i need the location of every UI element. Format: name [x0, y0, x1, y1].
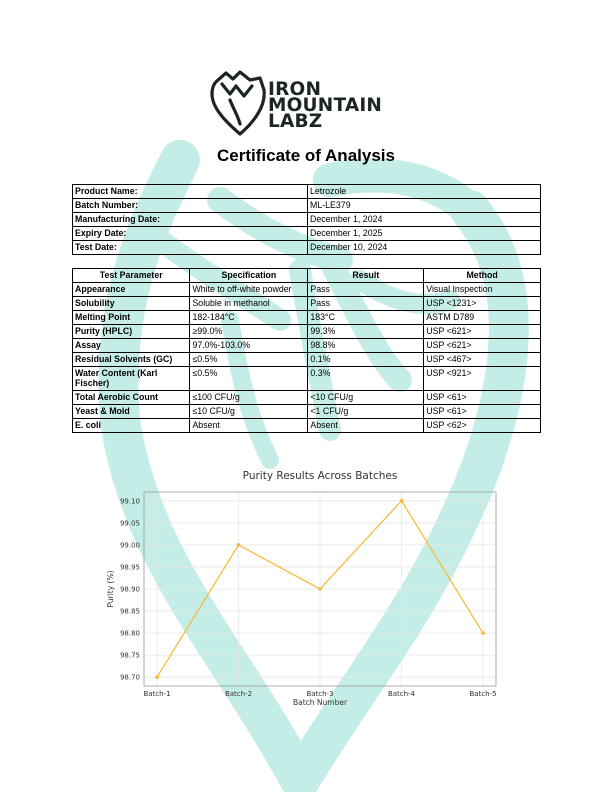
table-row	[73, 283, 541, 297]
brand-line-2: MOUNTAIN	[268, 95, 383, 116]
x-tick-label: Batch-4	[387, 690, 416, 698]
test-parameter-cell: Total Aerobic Count	[73, 391, 190, 405]
x-tick-label: Batch-2	[224, 690, 253, 698]
table-row	[73, 367, 541, 391]
table-cell: ASTM D789	[424, 311, 541, 325]
data-point	[400, 499, 404, 503]
table-row	[73, 325, 541, 339]
table-cell: 0.3%	[308, 367, 424, 391]
document-title: Certificate of Analysis	[217, 146, 395, 165]
column-header: Result	[308, 269, 424, 283]
purity-line-chart	[100, 465, 510, 710]
test-parameter-cell: Water Content (Karl Fischer)	[73, 367, 190, 391]
column-header: Test Parameter	[73, 269, 190, 283]
test-parameter-cell: Melting Point	[73, 311, 190, 325]
y-tick-label: 98.80	[119, 629, 140, 638]
table-row	[73, 339, 541, 353]
table-cell: USP <61>	[424, 405, 541, 419]
x-tick-label: Batch-1	[143, 690, 171, 698]
column-header: Specification	[190, 269, 308, 283]
table-cell: 183°C	[308, 311, 424, 325]
info-label: Expiry Date:	[73, 227, 308, 241]
test-parameter-cell: E. coli	[73, 419, 190, 433]
info-row	[73, 213, 541, 227]
info-value: ML-LE379	[308, 199, 541, 213]
table-cell: Pass	[308, 297, 424, 311]
table-row	[73, 297, 541, 311]
y-axis-label: Purity (%)	[106, 570, 115, 608]
info-row	[73, 241, 541, 255]
table-cell: ≤100 CFU/g	[190, 391, 308, 405]
y-tick-label: 98.85	[119, 607, 140, 616]
table-cell: USP <621>	[424, 339, 541, 353]
test-parameter-cell: Yeast & Mold	[73, 405, 190, 419]
data-point	[481, 631, 485, 635]
table-cell: 0.1%	[308, 353, 424, 367]
test-parameter-cell: Assay	[73, 339, 190, 353]
table-cell: 98.8%	[308, 339, 424, 353]
table-cell: White to off-white powder	[190, 283, 308, 297]
test-results-table	[72, 268, 541, 433]
table-cell: Soluble in methanol	[190, 297, 308, 311]
info-label: Batch Number:	[73, 199, 308, 213]
mountain-heart-icon	[208, 70, 268, 136]
table-cell: USP <921>	[424, 367, 541, 391]
info-value: December 10, 2024	[308, 241, 541, 255]
y-tick-label: 99.05	[119, 519, 140, 528]
y-tick-label: 99.10	[119, 497, 140, 506]
table-row	[73, 419, 541, 433]
table-cell: 182-184°C	[190, 311, 308, 325]
table-cell: ≤0.5%	[190, 367, 308, 391]
table-cell: ≥99.0%	[190, 325, 308, 339]
y-tick-label: 99.00	[119, 541, 140, 550]
x-tick-label: Batch-3	[306, 690, 334, 698]
info-value: December 1, 2024	[308, 213, 541, 227]
y-tick-label: 98.75	[119, 651, 140, 660]
product-info-table	[72, 184, 541, 255]
y-tick-label: 98.90	[119, 585, 140, 594]
table-cell: <10 CFU/g	[308, 391, 424, 405]
data-point	[318, 587, 322, 591]
info-row	[73, 199, 541, 213]
data-point	[237, 543, 241, 547]
table-row	[73, 391, 541, 405]
brand-line-3: LABZ	[268, 111, 323, 132]
x-tick-label: Batch-5	[469, 690, 497, 698]
info-label: Manufacturing Date:	[73, 213, 308, 227]
table-cell: Absent	[308, 419, 424, 433]
table-cell: Visual Inspection	[424, 283, 541, 297]
table-cell: 99.3%	[308, 325, 424, 339]
info-row	[73, 227, 541, 241]
table-cell: Absent	[190, 419, 308, 433]
chart-title: Purity Results Across Batches	[242, 470, 398, 482]
info-row	[73, 185, 541, 199]
table-cell: USP <621>	[424, 325, 541, 339]
table-cell: <1 CFU/g	[308, 405, 424, 419]
test-parameter-cell: Appearance	[73, 283, 190, 297]
data-point	[155, 675, 159, 679]
test-parameter-cell: Purity (HPLC)	[73, 325, 190, 339]
table-cell: USP <61>	[424, 391, 541, 405]
table-cell: ≤10 CFU/g	[190, 405, 308, 419]
x-axis-label: Batch Number	[292, 698, 348, 707]
column-header: Method	[424, 269, 541, 283]
brand-logo	[208, 70, 408, 140]
y-tick-label: 98.95	[119, 563, 140, 572]
table-cell: Pass	[308, 283, 424, 297]
table-cell: 97.0%-103.0%	[190, 339, 308, 353]
info-value: Letrozole	[308, 185, 541, 199]
table-cell: USP <467>	[424, 353, 541, 367]
brand-line-1: IRON	[268, 79, 322, 100]
table-cell: ≤0.5%	[190, 353, 308, 367]
info-label: Test Date:	[73, 241, 308, 255]
purity-chart	[100, 465, 510, 710]
test-parameter-cell: Residual Solvents (GC)	[73, 353, 190, 367]
table-cell: USP <1231>	[424, 297, 541, 311]
test-parameter-cell: Solubility	[73, 297, 190, 311]
y-tick-label: 98.70	[119, 673, 140, 682]
info-value: December 1, 2025	[308, 227, 541, 241]
table-row	[73, 405, 541, 419]
table-row	[73, 311, 541, 325]
table-row	[73, 353, 541, 367]
brand-wordmark	[268, 79, 383, 132]
table-cell: USP <62>	[424, 419, 541, 433]
info-label: Product Name:	[73, 185, 308, 199]
